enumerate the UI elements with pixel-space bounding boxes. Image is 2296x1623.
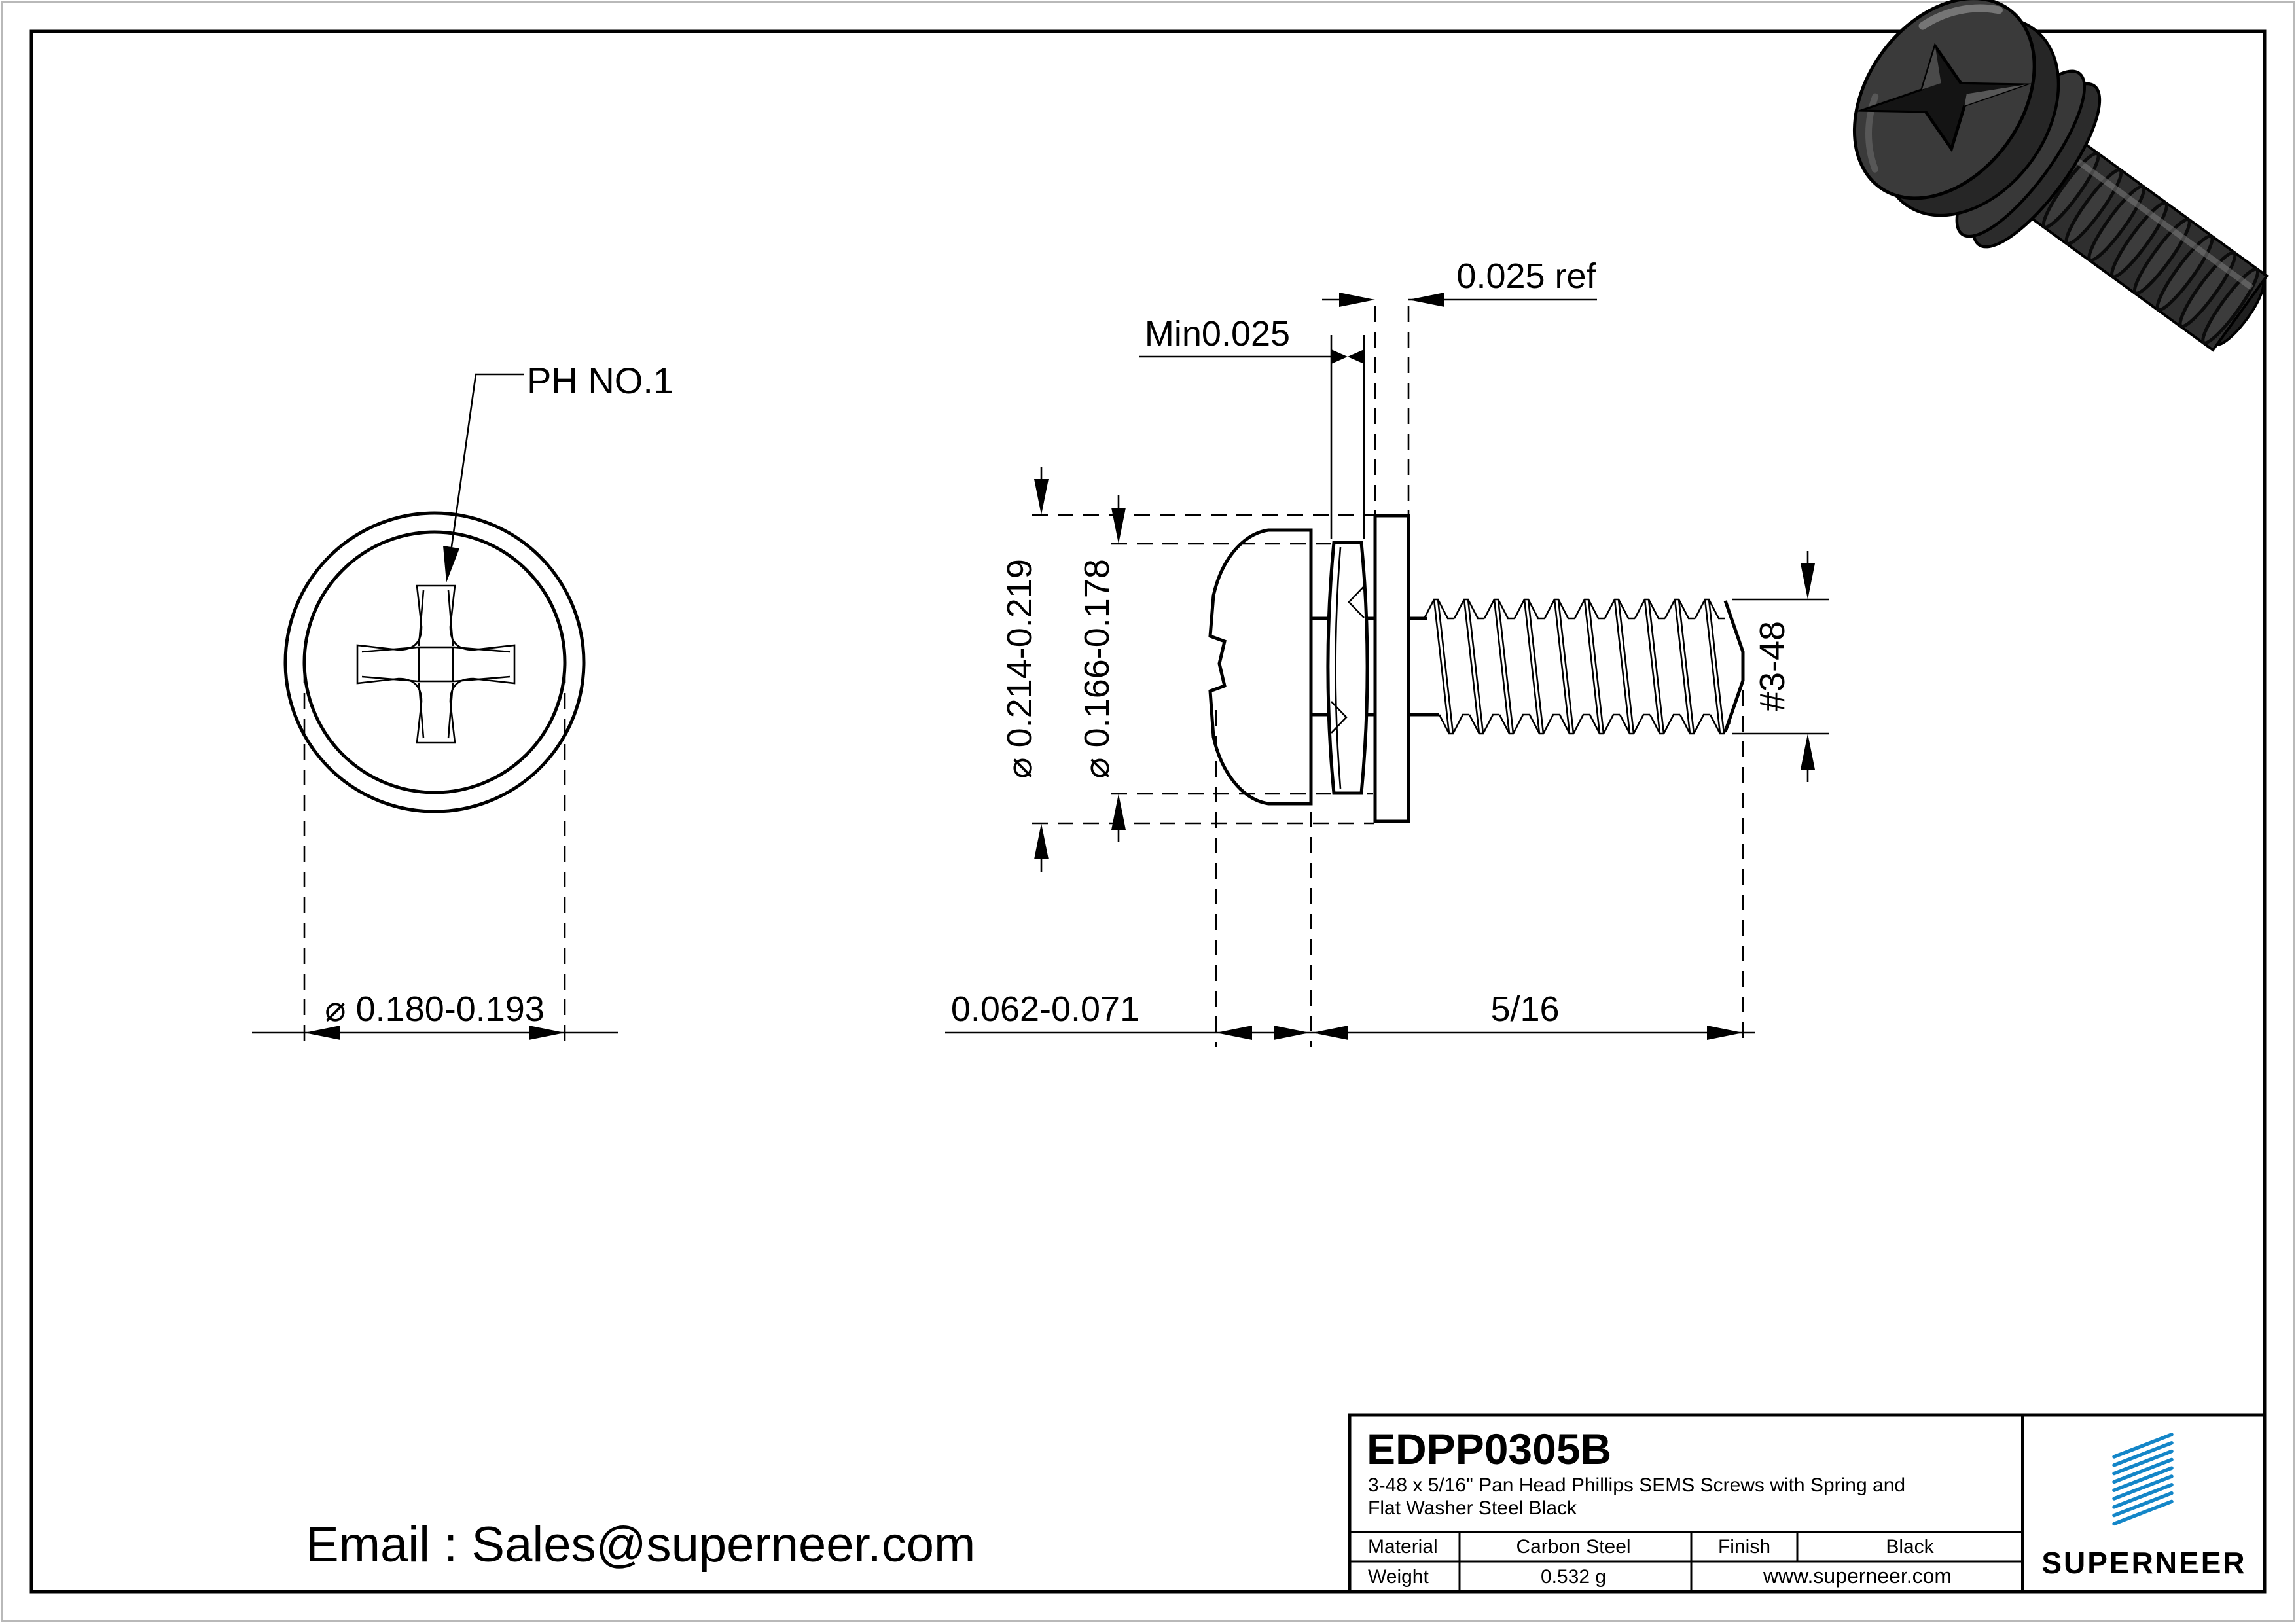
weight-label: Weight bbox=[1368, 1566, 1429, 1588]
washer-od-value: ⌀ 0.214-0.219 bbox=[1000, 559, 1039, 779]
phillips-inner-wedges bbox=[362, 590, 510, 738]
dimension-arrow-icon bbox=[1034, 479, 1049, 515]
flat-washer bbox=[1375, 516, 1408, 821]
spring-od-value: ⌀ 0.166-0.178 bbox=[1077, 559, 1117, 779]
part-number: EDPP0305B bbox=[1367, 1425, 1612, 1473]
thread-size-value: #3-48 bbox=[1753, 620, 1792, 712]
washer-thickness-value: 0.025 ref bbox=[1456, 257, 1596, 296]
dimension-arrow-icon bbox=[1034, 823, 1049, 859]
dimension-arrow-icon bbox=[1801, 563, 1815, 599]
brand-logo-icon bbox=[2114, 1435, 2172, 1524]
title-block bbox=[1350, 1415, 2265, 1592]
dimension-arrow-icon bbox=[1348, 349, 1364, 364]
spring-thickness-value: Min0.025 bbox=[1144, 314, 1291, 353]
drive-callout bbox=[443, 360, 673, 582]
finish-label: Finish bbox=[1717, 1536, 1771, 1558]
leader-line bbox=[448, 374, 524, 575]
thread-size-dimension bbox=[1732, 551, 1829, 782]
dimension-arrow-icon bbox=[1274, 1026, 1310, 1040]
finish-value: Black bbox=[1886, 1536, 1934, 1558]
spring-thickness-dimension bbox=[1139, 314, 1364, 539]
dimension-arrow-icon bbox=[1331, 349, 1348, 364]
front-diameter-dimension bbox=[252, 668, 618, 1044]
dimension-arrow-icon bbox=[1408, 293, 1444, 307]
material-label: Material bbox=[1368, 1536, 1438, 1558]
side-view bbox=[945, 257, 1829, 1047]
weight-value: 0.532 g bbox=[1540, 1566, 1607, 1588]
description-line2: Flat Washer Steel Black bbox=[1368, 1497, 1577, 1519]
head-diameter-value: ⌀ 0.180-0.193 bbox=[325, 990, 545, 1029]
drive-callout-label: PH NO.1 bbox=[527, 360, 674, 401]
leader-arrow-icon bbox=[443, 546, 459, 582]
front-view bbox=[252, 360, 673, 1044]
spring-washer-body bbox=[1328, 543, 1367, 793]
drawing-border bbox=[31, 31, 2265, 1592]
material-value: Carbon Steel bbox=[1516, 1536, 1631, 1558]
phillips-center-square bbox=[419, 647, 453, 681]
dimension-arrow-icon bbox=[1801, 734, 1815, 770]
thread-profile bbox=[1424, 599, 1730, 734]
pan-head-profile bbox=[1210, 530, 1311, 804]
screw-3d-render bbox=[1801, 0, 2296, 407]
dimension-arrow-icon bbox=[1216, 1026, 1252, 1040]
washer-od-dimension bbox=[1000, 467, 1374, 872]
dimension-arrow-icon bbox=[1707, 1026, 1743, 1040]
thread-end-chamfer bbox=[1725, 601, 1743, 732]
dimension-arrow-icon bbox=[1111, 508, 1126, 544]
head-outer-circle bbox=[304, 532, 565, 793]
brand-name: SUPERNEER bbox=[2041, 1546, 2247, 1580]
contact-email: Email : Sales@superneer.com bbox=[306, 1517, 976, 1573]
spring-washer bbox=[1328, 543, 1367, 793]
dimension-arrow-icon bbox=[1339, 293, 1375, 307]
thread-length-value: 5/16 bbox=[1490, 990, 1560, 1029]
sheet-frame bbox=[2, 2, 2294, 1621]
head-height-value: 0.062-0.071 bbox=[950, 990, 1140, 1029]
phillips-outer-outline bbox=[357, 586, 514, 743]
dimension-arrow-icon bbox=[1111, 794, 1126, 830]
dimension-arrow-icon bbox=[1312, 1026, 1348, 1040]
washer-outer-circle bbox=[285, 513, 584, 812]
description-line1: 3-48 x 5/16" Pan Head Phillips SEMS Screws with Spring and bbox=[1368, 1474, 1906, 1496]
phillips-recess-icon bbox=[357, 586, 514, 743]
website-link[interactable]: www.superneer.com bbox=[1763, 1564, 1952, 1588]
outer-trim-border bbox=[2, 2, 2294, 1621]
